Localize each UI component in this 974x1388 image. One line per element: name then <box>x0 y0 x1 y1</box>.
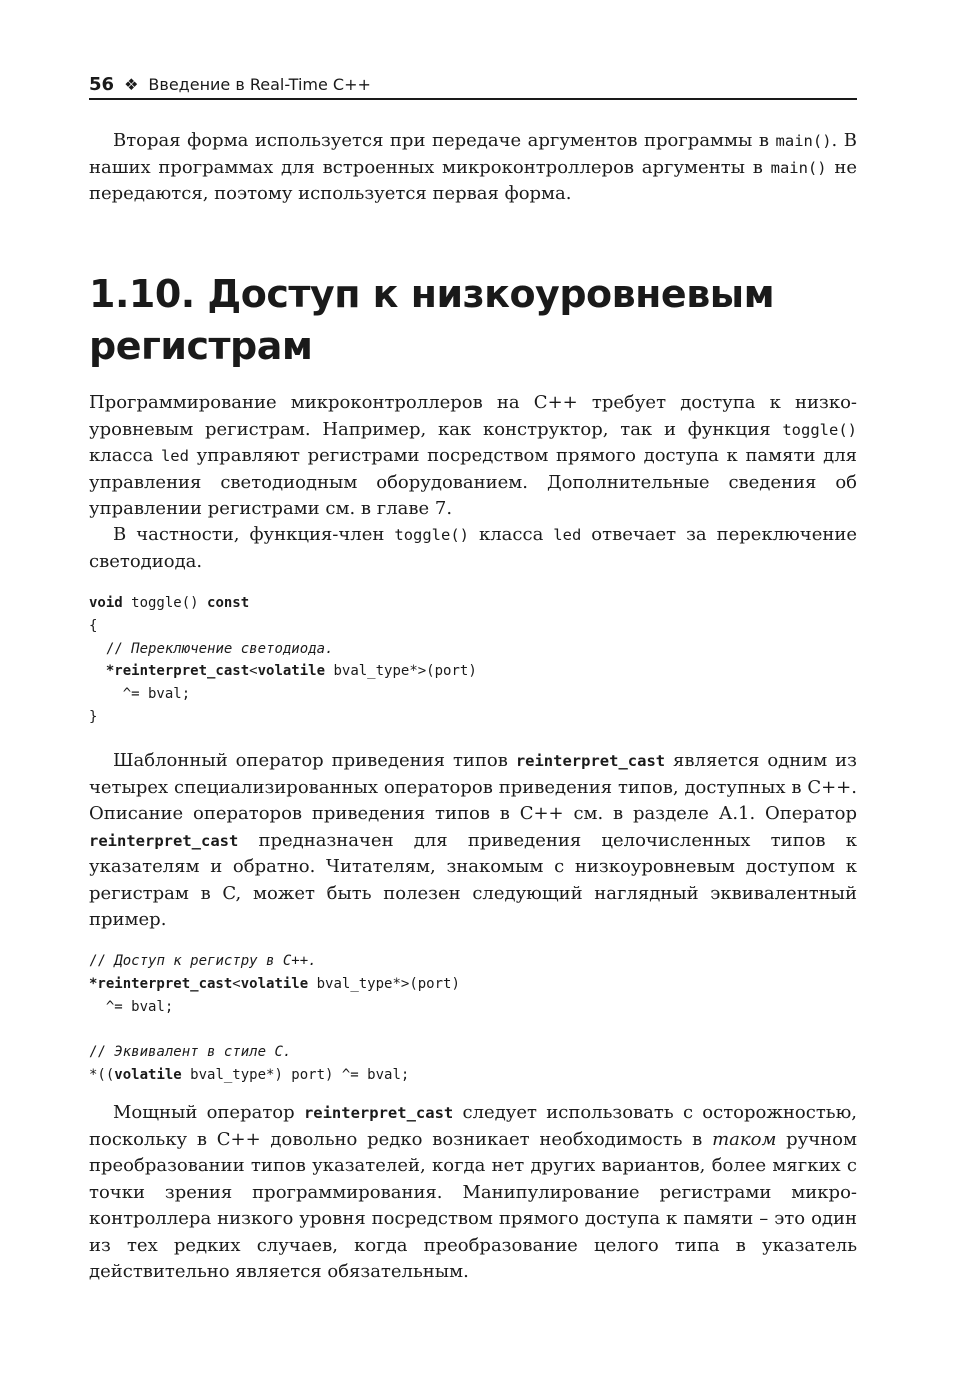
inline-code: main() <box>770 158 827 177</box>
text-run: В частности, функция-член <box>113 524 395 545</box>
text-run: управляют регистрами посредством прямого доступа к памяти для управления светодиодным оборудованием. Дополнительные сведения об управлении регистрами см. в главе 7. <box>89 445 857 519</box>
heading-line-1: 1.10. Доступ к низкоуровневым <box>89 272 775 316</box>
code-keyword: volatile <box>240 975 309 992</box>
code-keyword: volatile <box>114 1066 182 1083</box>
code-text: } <box>89 708 98 725</box>
text-run: . В наших программах для встроенных микроконтроллеров аргументы в <box>89 130 857 178</box>
code-text: < <box>232 975 241 992</box>
code-keyword: const <box>207 595 250 611</box>
code-comment: Эквивалент в стиле С. <box>114 1044 292 1061</box>
book-title: Введение в Real-Time C++ <box>148 74 371 94</box>
inline-code: reinterpret_cast <box>515 752 666 770</box>
text-run: класса <box>469 524 554 545</box>
code-text: // <box>89 953 115 969</box>
code-text: bval_type*) port) ^= bval; <box>181 1066 410 1083</box>
text-run: Вторая форма используется при передаче аргументов программы в <box>113 130 776 151</box>
inline-code: led <box>160 447 189 465</box>
code-text: ^= bval; <box>89 686 191 703</box>
code-text: // <box>89 1044 115 1061</box>
running-head <box>89 70 857 100</box>
code-block-toggle <box>89 592 857 729</box>
inline-code: toggle() <box>394 526 470 544</box>
text-run: класса <box>89 445 161 466</box>
code-keyword: *reinterpret_cast <box>89 975 233 992</box>
code-keyword: *reinterpret_cast <box>105 663 250 680</box>
inline-code: led <box>553 526 582 544</box>
text-run: следует использовать с осторожностью, поскольку в С++ довольно редко возникает необходимость в <box>89 1102 857 1150</box>
text-run: Мощный оператор <box>113 1102 304 1123</box>
code-block-register-access <box>89 950 857 1087</box>
code-text: ^= bval; <box>89 998 174 1015</box>
code-text: { <box>89 617 98 634</box>
code-text: bval_type*>(port) <box>308 975 460 992</box>
page-number: 56 <box>89 73 115 95</box>
code-text: toggle() <box>122 595 208 611</box>
ornament-icon: ❖ <box>124 74 139 94</box>
code-text <box>89 663 106 679</box>
text-run: отвечает за переключение светодиода. <box>89 524 857 572</box>
heading-line-2: регистрам <box>89 324 313 368</box>
emphasis: таком <box>712 1128 777 1150</box>
code-comment: Доступ к регистру в С++. <box>114 953 317 969</box>
text-run: является одним из четырех специализированных операторов приведения типов, доступных в С++. Описание операторов приведения типов в С++ см. в разделе А.1. Оператор <box>89 750 857 824</box>
text-run: ручном преобразовании типов указателей, когда нет других вариантов, более мягких с точки зрения программирования. Манипулирование регистрами микроконтроллера низкого уровня посредством прямого доступа к памяти – это один из тех редких случаев, когда преобразование целого типа в указатель действительно является обязательным. <box>89 1128 857 1282</box>
paragraph-caution <box>89 1100 857 1286</box>
section-heading <box>89 268 857 372</box>
code-text: // <box>89 640 132 657</box>
paragraph-reinterpret-cast <box>89 748 857 934</box>
code-keyword: volatile <box>257 663 326 680</box>
text-run: Шаблонный оператор приведения типов <box>113 750 516 771</box>
code-keyword: void <box>89 595 123 611</box>
code-text: bval_type*>(port) <box>325 663 477 680</box>
text-run: предназначен для приведения целочисленных типов к указателям и обратно. Читателям, знакомым с низкоуровневым доступом к регистрам в C, может быть полезен следующий наглядный эквивалентный пример. <box>89 829 857 930</box>
inline-code: reinterpret_cast <box>89 831 239 850</box>
text-run: не передаются, поэтому используется первая форма. <box>89 156 857 204</box>
paragraph-toggle <box>89 522 857 575</box>
text-run: Программирование микроконтроллеров на С++ требует доступа к низкоуровневым регистрам. Например, как конструктор, так и функция <box>89 392 857 440</box>
code-text: < <box>249 663 258 680</box>
inline-code: toggle() <box>782 420 857 439</box>
paragraph-registers <box>89 390 857 523</box>
code-text: *(( <box>89 1066 115 1083</box>
inline-code: reinterpret_cast <box>303 1104 454 1122</box>
code-comment: Переключение светодиода. <box>131 640 334 657</box>
paragraph-intro <box>89 128 857 208</box>
inline-code: main() <box>775 132 832 150</box>
